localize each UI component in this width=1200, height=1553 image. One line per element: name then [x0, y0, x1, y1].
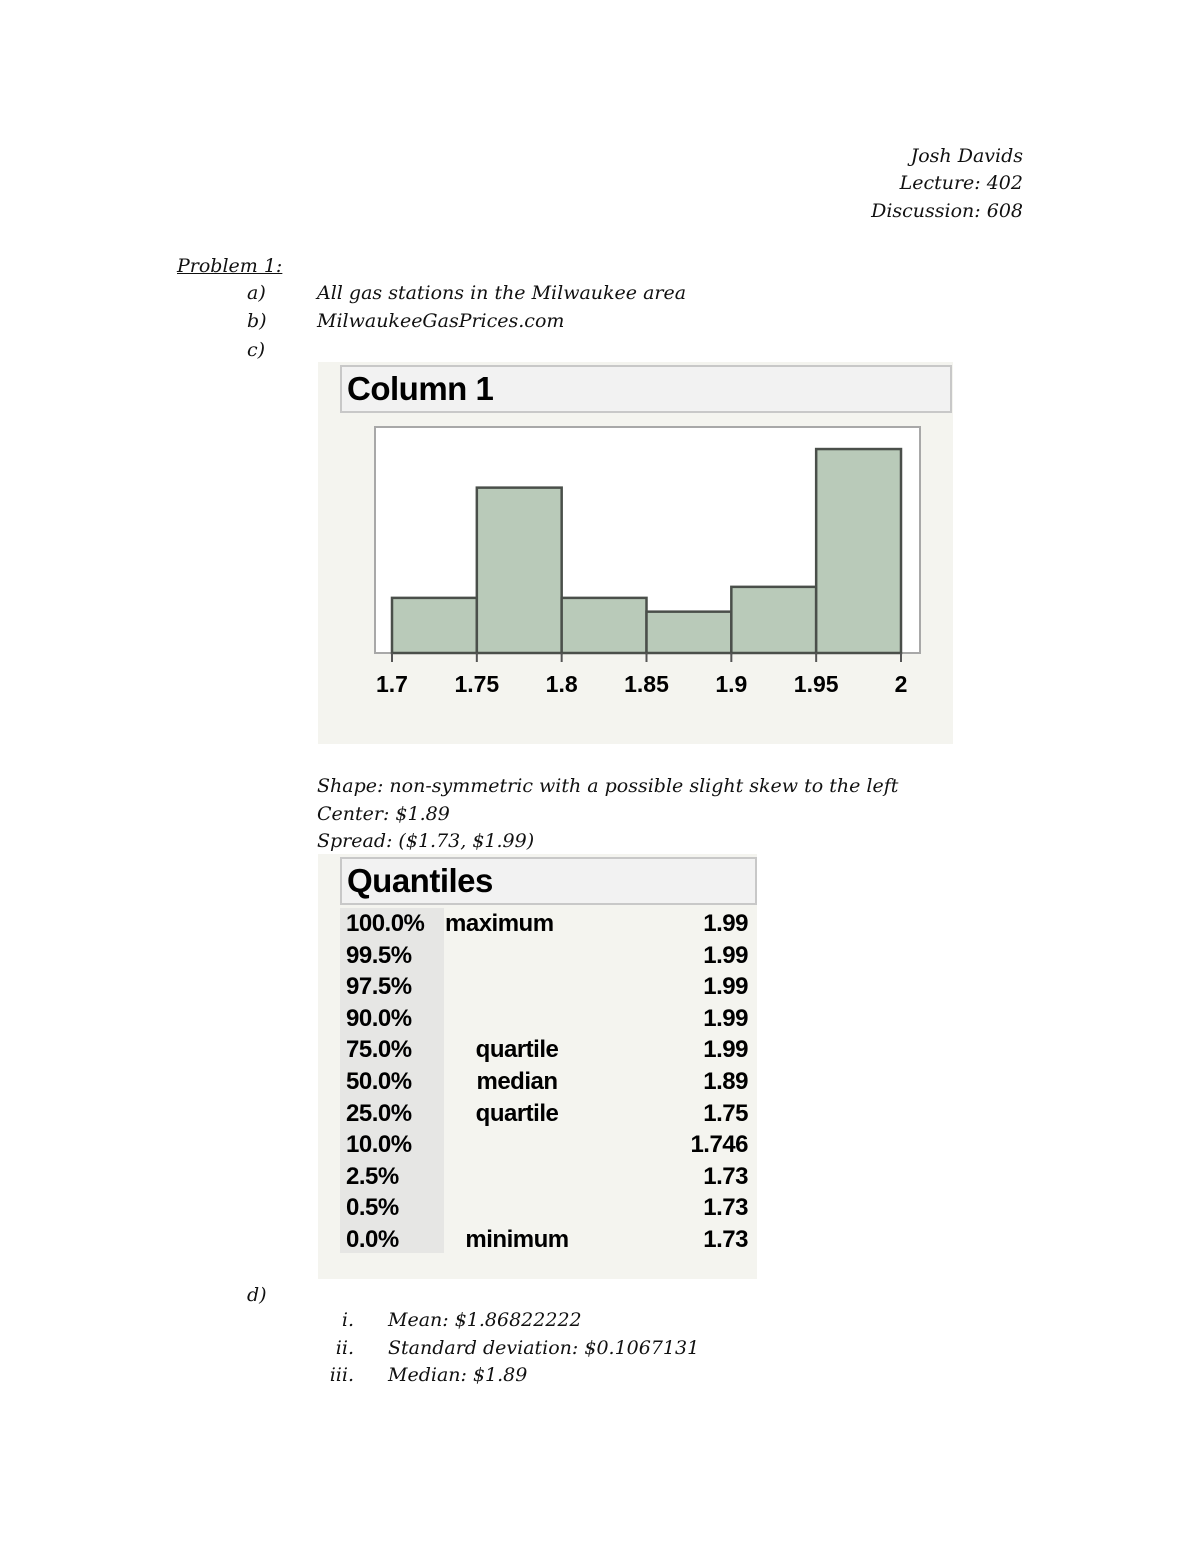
x-axis-tick-label: 1.75: [454, 671, 500, 697]
quantile-percent: 25.0%: [346, 1099, 412, 1127]
shape-description: Shape: non-symmetric with a possible slight skew to the left: [317, 775, 899, 797]
mean-text: Mean: $1.86822222: [388, 1309, 582, 1331]
quantile-value: 1.99: [703, 1004, 748, 1032]
quantile-percent: 2.5%: [346, 1162, 399, 1190]
quantile-label: quartile: [475, 1036, 559, 1064]
x-axis-tick-label: 2: [894, 671, 908, 697]
lecture-number: Lecture: 402: [899, 172, 1023, 194]
histogram-chart: [318, 362, 953, 744]
histogram-bar: [647, 612, 732, 653]
histogram-bar: [477, 488, 562, 653]
quantile-value: 1.73: [703, 1162, 748, 1190]
quantile-percent: 97.5%: [346, 973, 412, 1001]
x-axis-tick-label: 1.85: [624, 671, 669, 697]
item-a-marker: a): [247, 282, 266, 304]
quantile-row: [340, 1003, 756, 1034]
d-item-marker: i.: [341, 1309, 354, 1331]
quantile-row: [340, 1066, 756, 1097]
item-a-text: All gas stations in the Milwaukee area: [317, 282, 687, 304]
quantiles-title: Quantiles: [340, 857, 757, 905]
quantile-row: [340, 1192, 756, 1223]
quantile-row: [340, 971, 756, 1002]
quantile-value: 1.99: [703, 1036, 748, 1064]
quantile-label: quartile: [475, 1099, 559, 1127]
quantile-value: 1.75: [703, 1099, 748, 1127]
quantile-row: [340, 1224, 756, 1255]
problem-title: Problem 1:: [177, 255, 283, 277]
quantile-percent: 0.5%: [346, 1194, 399, 1222]
quantile-label: minimum: [465, 1226, 569, 1253]
standard-deviation-text: Standard deviation: $0.1067131: [388, 1337, 700, 1359]
quantile-row: [340, 1098, 756, 1129]
author-name: Josh Davids: [910, 145, 1023, 167]
item-b-marker: b): [247, 310, 267, 332]
histogram-bar: [562, 598, 647, 653]
quantile-value: 1.99: [703, 973, 748, 1001]
quantile-percent: 90.0%: [346, 1004, 412, 1032]
quantile-value: 1.746: [690, 1131, 748, 1159]
quantile-percent: 75.0%: [346, 1036, 412, 1064]
histogram-bar: [392, 598, 477, 653]
quantile-row: [340, 1129, 756, 1160]
quantile-value: 1.73: [703, 1226, 748, 1253]
quantile-row: [340, 908, 756, 939]
item-c-marker: c): [247, 339, 266, 361]
quantile-value: 1.99: [703, 941, 748, 969]
quantiles-table: [340, 908, 756, 1253]
quantile-percent: 99.5%: [346, 941, 412, 969]
quantile-percent: 100.0%: [346, 910, 425, 937]
histogram-panel: [318, 362, 953, 744]
histogram-bar: [816, 449, 901, 653]
quantile-percent: 50.0%: [346, 1068, 412, 1095]
quantile-row: [340, 1034, 756, 1065]
quantile-value: 1.89: [703, 1068, 748, 1095]
quantiles-panel: [318, 854, 757, 1279]
d-item-marker: iii.: [329, 1364, 354, 1386]
histogram-title: Column 1: [340, 365, 952, 413]
quantile-row: [340, 1161, 756, 1192]
quantile-percent: 10.0%: [346, 1131, 412, 1159]
x-axis-tick-label: 1.7: [376, 671, 408, 697]
spread-description: Spread: ($1.73, $1.99): [317, 830, 535, 852]
item-b-text: MilwaukeeGasPrices.com: [317, 310, 565, 332]
x-axis-tick-label: 1.95: [793, 671, 839, 697]
x-axis-tick-label: 1.8: [545, 671, 578, 697]
median-text: Median: $1.89: [388, 1364, 528, 1386]
quantile-value: 1.99: [703, 910, 748, 937]
quantile-row: [340, 940, 756, 971]
center-description: Center: $1.89: [317, 803, 450, 825]
quantile-value: 1.73: [703, 1194, 748, 1222]
discussion-number: Discussion: 608: [871, 200, 1023, 222]
quantile-label: maximum: [445, 910, 554, 937]
x-axis-tick-label: 1.9: [715, 671, 748, 697]
item-d-marker: d): [247, 1284, 267, 1306]
histogram-bar: [731, 587, 816, 653]
d-item-marker: ii.: [335, 1337, 354, 1359]
quantile-percent: 0.0%: [346, 1226, 399, 1253]
quantile-label: median: [476, 1068, 558, 1095]
